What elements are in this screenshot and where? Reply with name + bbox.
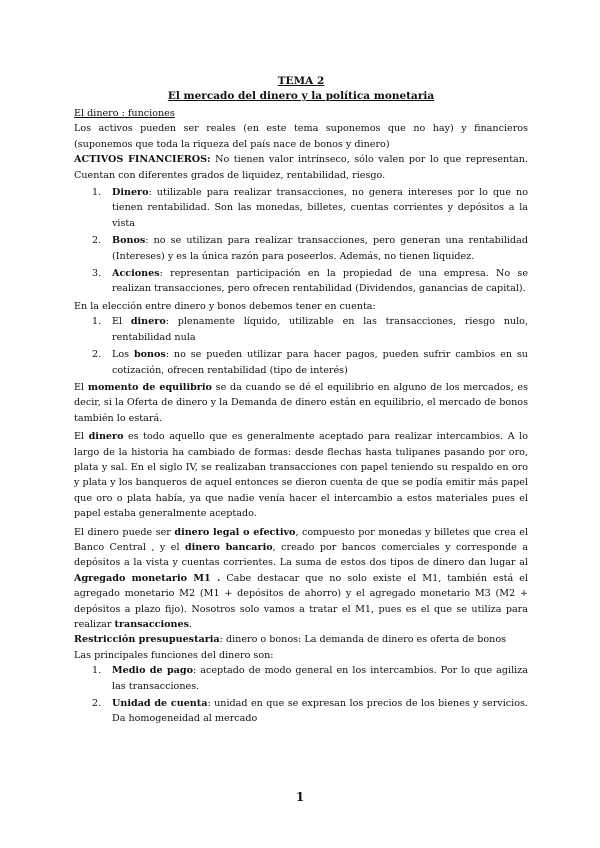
page-subtitle: El mercado del dinero y la política monetaria [167,90,435,102]
page-number: 1 [295,790,305,804]
list-number: 1. [92,316,102,328]
legal-paragraph [74,525,528,633]
equilibrio-pre: El [74,381,88,393]
list-text: : no se pueden utilizar para hacer pagos, pueden sufrir cambios en su cotización, ofrecen rentabilidad (tipo de interés) [112,349,528,376]
legal-term-3: Agregado monetario M1 . [74,572,221,584]
equilibrio-paragraph [74,380,528,426]
list-text: : representan participación en la propiedad de una empresa. No se realizan transacciones, pero ofrecen rentabilidad (Dividendos, ganancias de capital). [112,268,528,295]
list-text: : plenamente líquido, utilizable en las transacciones, riesgo nulo, rentabilidad nula [112,316,529,343]
list-term: Unidad de cuenta [112,698,208,710]
list-number: 2. [92,698,102,710]
restriccion-term: Restricción presupuestaria [74,634,220,646]
equilibrio-term: momento de equilibrio [87,381,212,393]
restriccion-paragraph [74,632,528,647]
list-term: bonos [133,349,166,361]
activos-label: ACTIVOS FINANCIEROS: [74,154,211,166]
list-item [74,314,528,345]
choice-list [74,314,528,378]
list-term: Medio de pago [112,665,193,677]
funciones-paragraph: Las principales funciones del dinero son: [74,649,274,661]
legal-text-1: El dinero puede ser [74,526,175,538]
list-term: Bonos [112,235,146,247]
legal-text-5: . [189,619,193,630]
list-item [74,233,528,264]
list-item [74,266,528,297]
list-number: 3. [92,268,102,280]
equilibrio-text: se da cuando se dé el equilibrio en alguno de los mercados, es decir, si la Oferta de dinero y la Demanda de dinero están en equilibrio, el mercado de bonos también lo estará. [74,381,528,424]
section-heading: El dinero : funciones [74,108,175,119]
page-title: TEMA 2 [277,75,325,87]
list-item [74,185,528,231]
list-text: : utilizable para realizar transacciones, no genera intereses por lo que no tienen rentabilidad. Son las monedas, billetes, cuentas corrientes y depósitos a la vista [112,187,528,229]
list-pre: El [112,316,131,328]
list-text: : unidad en que se expresan los precios de los bienes y servicios. Da homogeneidad al mercado [112,698,528,725]
dinero-text: es todo aquello que es generalmente aceptado para realizar intercambios. A lo largo de la historia ha cambiado de formas: desde flechas hasta tulipanes pasando por oro, plata y sal. En el siglo IV, se realizaban transacciones con papel teniendo su respaldo en oro y plata y los banqueros de aquel entonces se dieron cuenta de que se podía emitir más papel que oro o plata había, ya que nadie venía hacer el intercambio a estos materiales pues el papel estaba generalmente aceptado. [74,431,528,520]
restriccion-text: : dinero o bonos: La demanda de dinero es oferta de bonos [219,634,507,646]
list-number: 1. [92,187,102,199]
document-body [74,74,528,729]
list-text: : aceptado de modo general en los intercambios. Por lo que agiliza las transacciones. [112,665,528,692]
legal-text-2: , compuesto por monedas y billetes que crea el Banco Central , y el [74,526,529,553]
dinero-term: dinero [88,431,124,443]
legal-text-3: , creado por bancos comerciales y corresponde a depósitos a la vista y cuentas corrientes. La suma de estos dos tipos de dinero dan lugar al [74,541,528,569]
legal-text-4: Cabe destacar que no solo existe el M1, también está el agregado monetario M2 (M1 + depósitos de ahorro) y el agregado monetario M3 (M2 + depósitos a plazo fijo). Nosotros solo vamos a tratar el M1, pues es el que se utiliza para realizar [74,572,528,630]
legal-term-2: dinero bancario [184,541,273,553]
list-term: dinero [130,316,166,328]
list-item [74,663,528,694]
list-text: : no se utilizan para realizar transacciones, pero generan una rentabilidad (Intereses) y es la única razón para poseerlos. Además, no tienen liquidez. [112,235,528,262]
dinero-definition-paragraph [74,429,528,521]
list-term: Acciones [112,268,160,280]
functions-list [74,663,528,727]
legal-term-1: dinero legal o efectivo [174,526,296,538]
dinero-pre: El [74,431,89,443]
list-number: 2. [92,235,102,247]
activos-text: No tienen valor intrínseco, sólo valen por lo que representan. Cuentan con diferentes grados de liquidez, rentabilidad, riesgo. [74,154,529,181]
legal-term-4: transacciones [114,619,190,630]
activos-paragraph [74,152,528,183]
list-pre: Los [112,349,134,361]
list-item [74,696,528,727]
list-number: 1. [92,665,102,677]
intro-paragraph: Los activos pueden ser reales (en este tema suponemos que no hay) y financieros (suponemos que toda la riqueza del país nace de bonos y dinero) [74,123,528,150]
list-number: 2. [92,349,102,361]
asset-type-list [74,185,528,297]
eleccion-paragraph: En la elección entre dinero y bonos debemos tener en cuenta: [74,300,376,312]
list-item [74,347,528,378]
list-term: Dinero [112,187,149,199]
